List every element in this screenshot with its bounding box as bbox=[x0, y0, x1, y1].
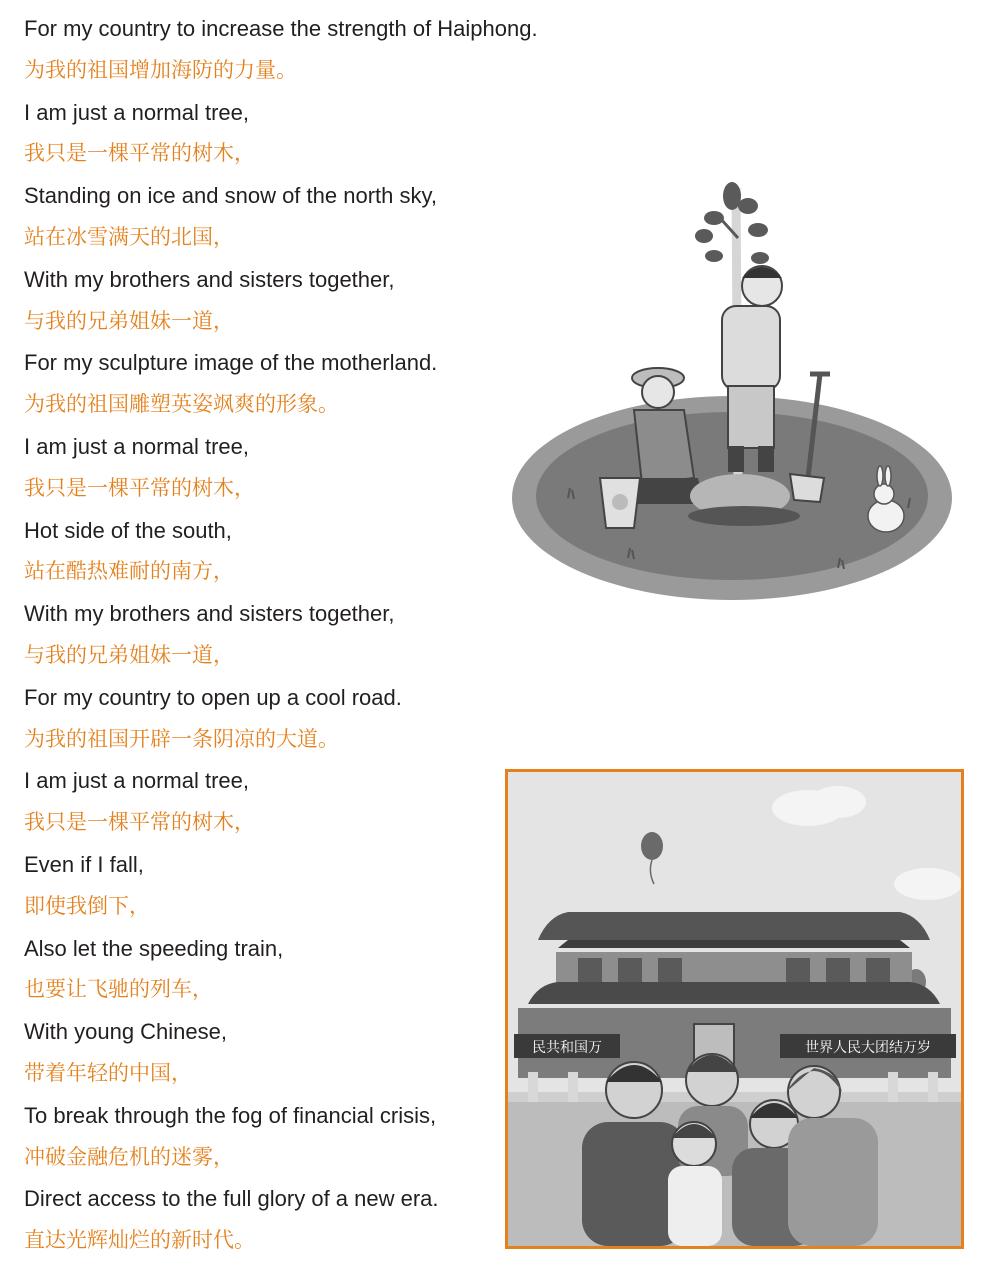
poem-line-chinese: 与我的兄弟姐妹一道， bbox=[24, 642, 234, 667]
poem-line-chinese: 冲破金融危机的迷雾， bbox=[24, 1144, 234, 1169]
poem-line-english: I am just a normal tree, bbox=[24, 768, 249, 794]
banner-left-text: 民共和国万 bbox=[532, 1040, 602, 1056]
poem-line-chinese: 带着年轻的中国， bbox=[24, 1060, 192, 1085]
poem-line-chinese: 与我的兄弟姐妹一道， bbox=[24, 308, 234, 333]
poem-line-english: With my brothers and sisters together, bbox=[24, 601, 395, 627]
poem-line-english: With my brothers and sisters together, bbox=[24, 266, 395, 292]
poem-line-chinese: 直达光辉灿烂的新时代。 bbox=[24, 1228, 255, 1253]
poem-line-chinese: 也要让飞驰的列车， bbox=[24, 977, 213, 1002]
poem-line-english: I am just a normal tree, bbox=[24, 433, 249, 459]
poem-line-english: Direct access to the full glory of a new era. bbox=[24, 1186, 439, 1212]
poem-line-english: I am just a normal tree, bbox=[24, 99, 249, 125]
banner-right-text: 世界人民大团结万岁 bbox=[805, 1040, 931, 1056]
poem-line-english: For my country to increase the strength of Haiphong. bbox=[24, 16, 538, 41]
poem-line-chinese: 我只是一棵平常的树木， bbox=[24, 475, 255, 500]
poem-line-english: For my country to open up a cool road. bbox=[24, 684, 402, 710]
poem-lines bbox=[24, 8, 538, 1262]
poem-line-english: Also let the speeding train, bbox=[24, 935, 284, 961]
poem-line-english: With young Chinese, bbox=[24, 1019, 227, 1045]
poem-line-english: To break through the fog of financial crisis, bbox=[24, 1102, 437, 1128]
poem-line-chinese: 为我的祖国增加海防的力量。 bbox=[24, 57, 297, 82]
poem-line-chinese: 我只是一棵平常的树木， bbox=[24, 141, 255, 166]
poem-line-chinese: 为我的祖国雕塑英姿飒爽的形象。 bbox=[24, 392, 339, 417]
tiananmen-family-illustration bbox=[505, 769, 964, 1249]
poem-line-chinese: 为我的祖国开辟一条阴凉的大道。 bbox=[24, 726, 339, 751]
poem-line-english: Even if I fall, bbox=[24, 851, 144, 877]
poem-line-chinese: 站在酷热难耐的南方， bbox=[24, 559, 234, 584]
tree-planting-illustration bbox=[508, 178, 956, 603]
poem-line-english: For my sculpture image of the motherland. bbox=[24, 350, 438, 376]
poem-line-chinese: 我只是一棵平常的树木， bbox=[24, 810, 255, 835]
poem-line-chinese: 即使我倒下， bbox=[24, 893, 150, 918]
poem-line-english: Standing on ice and snow of the north sky, bbox=[24, 183, 437, 209]
poem-line-english: Hot side of the south, bbox=[24, 517, 232, 543]
poem-line-chinese: 站在冰雪满天的北国， bbox=[24, 224, 234, 249]
